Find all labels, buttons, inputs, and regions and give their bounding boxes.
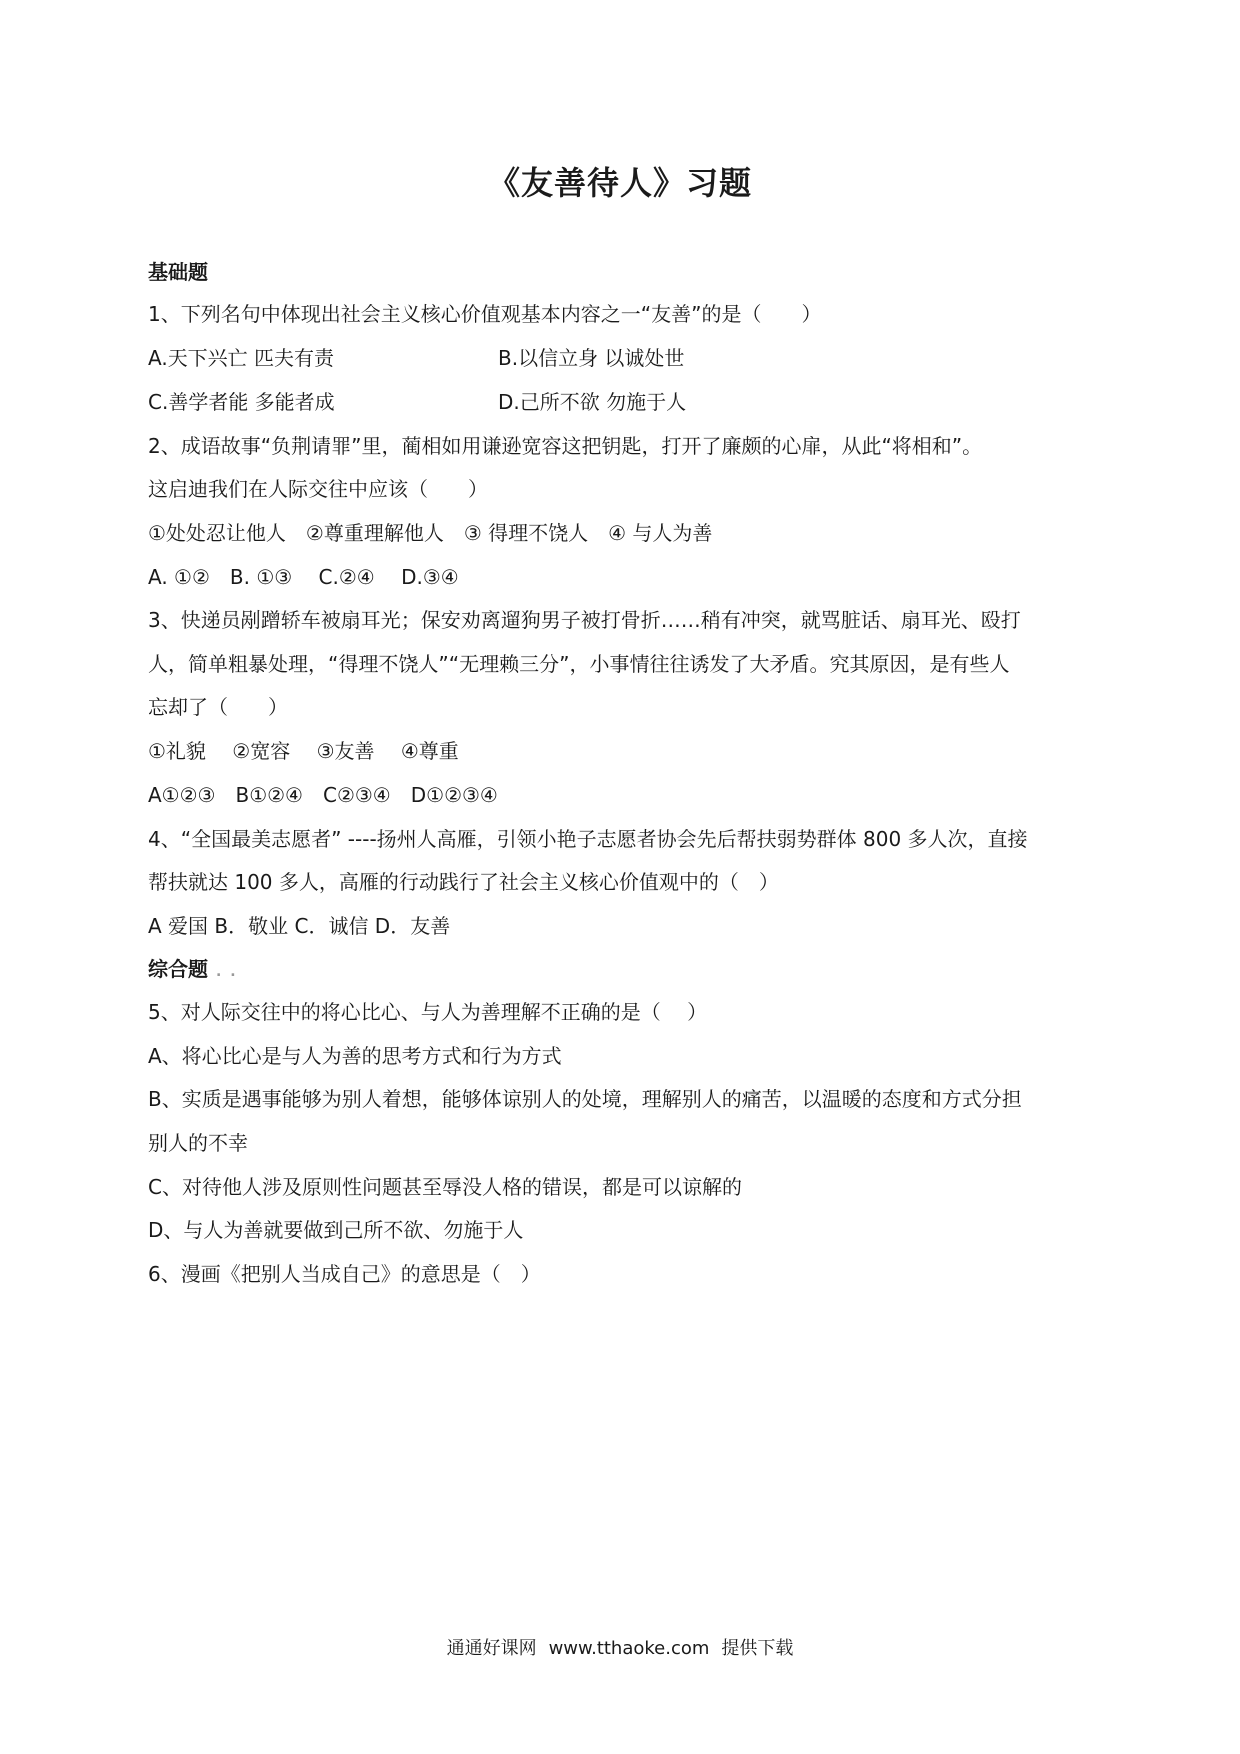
scan-mark: . . <box>216 964 238 980</box>
question-5-option-a: A、将心比心是与人为善的思考方式和行为方式 <box>148 1044 562 1068</box>
question-2-choices: A. ①② B. ①③ C.②④ D.③④ <box>148 565 459 589</box>
question-3-stem-line-3: 忘却了（ ） <box>148 695 288 719</box>
question-3-items: ①礼貌 ②宽容 ③友善 ④尊重 <box>148 739 459 763</box>
page-title: 《友善待人》习题 <box>487 164 752 202</box>
question-6-stem: 6、漫画《把别人当成自己》的意思是（ ） <box>148 1262 541 1286</box>
question-2-stem-line-2: 这启迪我们在人际交往中应该（ ） <box>148 477 488 501</box>
section-heading-comprehensive <box>148 955 238 986</box>
question-1-option-a: A.天下兴亡 匹夫有责 <box>148 346 335 370</box>
question-5-option-d: D、与人为善就要做到己所不欲、勿施于人 <box>148 1218 524 1242</box>
question-4-choices: A 爱国 B．敬业 C．诚信 D．友善 <box>148 914 451 938</box>
question-2-items: ①处处忍让他人 ②尊重理解他人 ③ 得理不饶人 ④ 与人为善 <box>148 521 713 545</box>
page-footer <box>0 1634 1240 1660</box>
footer-suffix: 提供下载 <box>721 1638 794 1659</box>
question-1-option-b: B.以信立身 以诚处世 <box>498 346 685 370</box>
footer-site-name: 通通好课网 <box>446 1638 537 1659</box>
question-3-choices: A①②③ B①②④ C②③④ D①②③④ <box>148 783 498 807</box>
question-5-option-b-line-2: 别人的不幸 <box>148 1131 248 1155</box>
question-2-stem-line-1: 2、成语故事“负荆请罪”里，蔺相如用谦逊宽容这把钥匙，打开了廉颇的心扉，从此“将相和”。 <box>148 434 983 458</box>
question-5-stem: 5、对人际交往中的将心比心、与人为善理解不正确的是（ ） <box>148 1000 708 1024</box>
question-1-option-c: C.善学者能 多能者成 <box>148 390 335 414</box>
footer-url[interactable]: www.tthaoke.com <box>548 1638 710 1659</box>
question-1-option-d: D.己所不欲 勿施于人 <box>498 390 687 414</box>
section-heading-basic: 基础题 <box>148 260 208 284</box>
question-3-stem-line-1: 3、快递员剐蹭轿车被扇耳光；保安劝离遛狗男子被打骨折……稍有冲突，就骂脏话、扇耳光、殴打 <box>148 608 1021 632</box>
question-1-stem: 1、下列名句中体现出社会主义核心价值观基本内容之一“友善”的是（ ） <box>148 302 822 326</box>
question-3-stem-line-2: 人，简单粗暴处理，“得理不饶人”“无理赖三分”，小事情往往诱发了大矛盾。究其原因，是有些人 <box>148 652 1010 676</box>
question-5-option-c: C、对待他人涉及原则性问题甚至辱没人格的错误，都是可以谅解的 <box>148 1175 742 1199</box>
section-heading-comprehensive-label: 综合题 <box>148 957 208 981</box>
question-4-stem-line-2: 帮扶就达 100 多人，高雁的行动践行了社会主义核心价值观中的（ ） <box>148 870 779 894</box>
question-5-option-b-line-1: B、实质是遇事能够为别人着想，能够体谅别人的处境，理解别人的痛苦，以温暖的态度和方式分担 <box>148 1087 1022 1111</box>
question-4-stem-line-1: 4、“全国最美志愿者” ----扬州人高雁，引领小艳子志愿者协会先后帮扶弱势群体 800 多人次，直接 <box>148 827 1028 851</box>
